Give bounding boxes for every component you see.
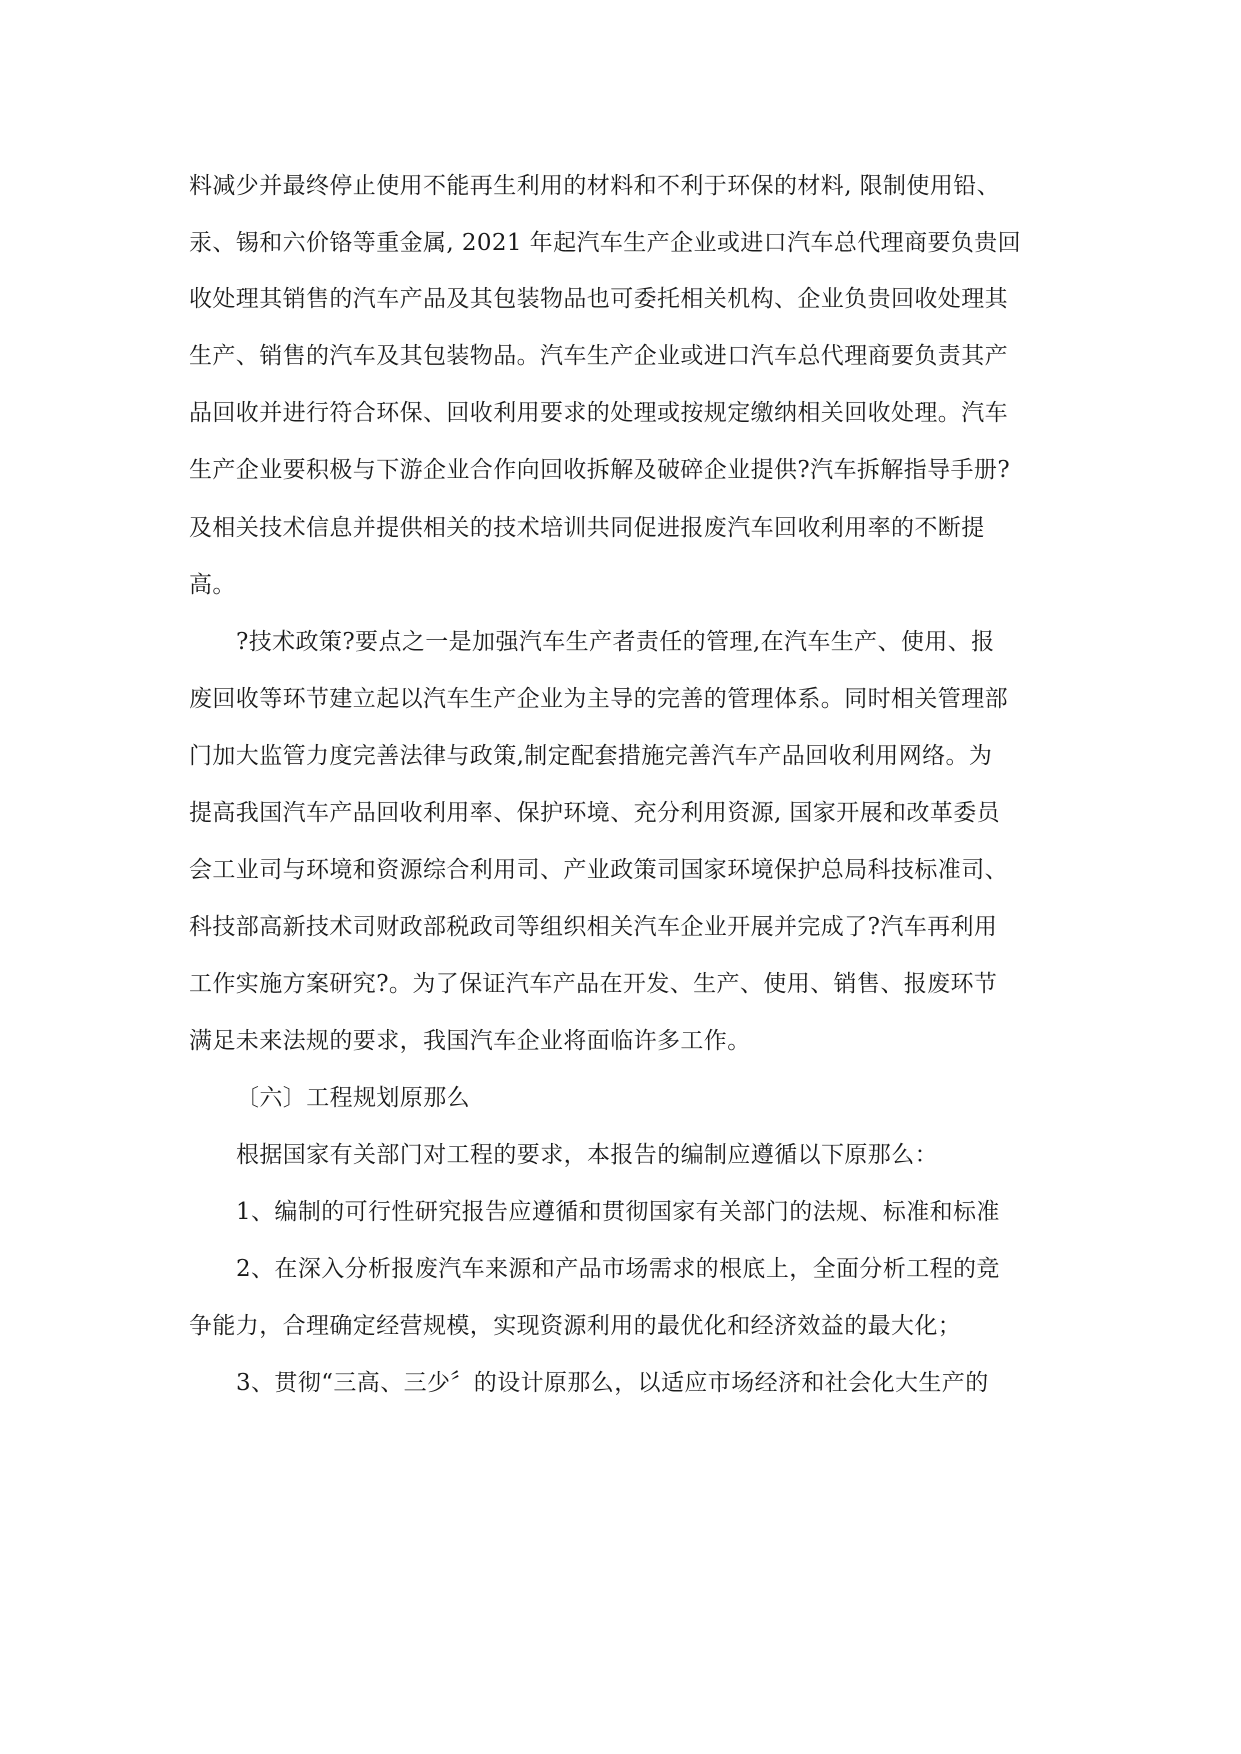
paragraph-line: 生产、销售的汽车及其包装物品。汽车生产企业或进口汽车总代理商要负责其产 [189,343,1008,369]
paragraph-line: 废回收等环节建立起以汽车生产企业为主导的完善的管理体系。同时相关管理部 [189,686,1008,712]
section-heading: 〔六〕工程规划原那么 [236,1085,470,1111]
list-item-1: 1、编制的可行性研究报告应遵循和贯彻国家有关部门的法规、标准和标准 [236,1199,1000,1225]
paragraph-line: 科技部高新技术司财政部税政司等组织相关汽车企业开展并完成了?汽车再利用 [189,914,998,940]
paragraph-line: ?技术政策?要点之一是加强汽车生产者责任的管理,在汽车生产、使用、报 [236,629,995,655]
paragraph-line: 满足未来法规的要求，我国汽车企业将面临许多工作。 [189,1028,751,1054]
paragraph-line: 高。 [189,572,236,598]
list-item-2-continuation: 争能力，合理确定经营规模，实现资源利用的最优化和经济效益的最大化； [189,1313,962,1339]
paragraph-line: 汞、锡和六价铬等重金属, 2021 年起汽车生产企业或进口汽车总代理商要负贵回 [189,230,1022,256]
paragraph-line: 提高我国汽车产品回收利用率、保护环境、充分利用资源, 国家开展和改革委员 [189,800,1001,826]
paragraph-line: 生产企业要积极与下游企业合作向回收拆解及破碎企业提供?汽车拆解指导手册? [189,457,1011,483]
paragraph-line: 会工业司与环境和资源综合利用司、产业政策司国家环境保护总局科技标准司、 [189,857,1008,883]
paragraph-line: 门加大监管力度完善法律与政策,制定配套措施完善汽车产品回收利用网络。为 [189,743,993,769]
paragraph-line: 品回收并进行符合环保、回收利用要求的处理或按规定缴纳相关回收处理。汽车 [189,400,1008,426]
paragraph-line: 料减少并最终停止使用不能再生利用的材料和不利于环保的材料, 限制使用铅、 [189,173,1001,199]
list-item-2: 2、在深入分析报废汽车来源和产品市场需求的根底上，全面分析工程的竞 [236,1256,1000,1282]
intro-line: 根据国家有关部门对工程的要求，本报告的编制应遵循以下原那么： [236,1142,938,1168]
paragraph-line: 收处理其销售的汽车产品及其包装物品也可委托相关机构、企业负贵回收处理其 [189,286,1008,312]
paragraph-line: 及相关技术信息并提供相关的技术培训共同促进报废汽车回收利用率的不断提 [189,515,985,541]
paragraph-line: 工作实施方案研究?。为了保证汽车产品在开发、生产、使用、销售、报废环节 [189,971,998,997]
list-item-3: 3、贯彻“三高、三少〞的设计原那么，以适应市场经济和社会化大生产的 [236,1370,989,1396]
